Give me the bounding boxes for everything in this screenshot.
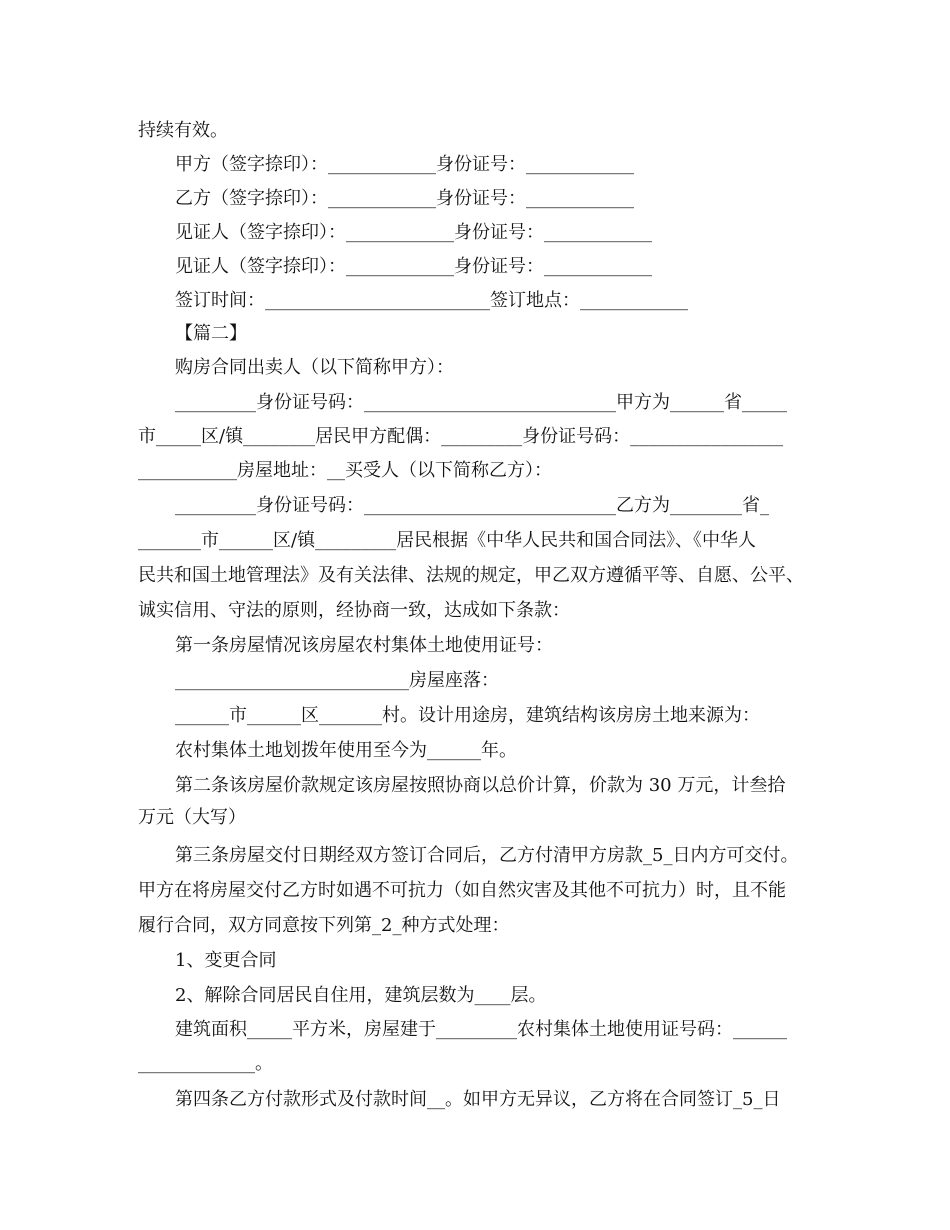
- article-4-line: 第四条乙方付款形式及付款时间__。如甲方无异议，乙方将在合同签订_5_日: [175, 1089, 781, 1110]
- buyer-intro-line: ___________房屋地址：__买受人（以下简称乙方）：: [138, 460, 552, 481]
- legal-basis-line: 民共和国土地管理法》及有关法律、法规的规定，甲乙双方遵循平等、自愿、公平、: [138, 565, 804, 586]
- house-location-line: __________________________房屋座落：: [175, 670, 499, 691]
- seller-intro-line: 购房合同出卖人（以下简称甲方）：: [175, 357, 454, 378]
- principle-line: 诚实信用、守法的原则，经协商一致，达成如下条款：: [138, 600, 570, 621]
- signing-time-place-line: 签订时间：_________________________签订地点：____________: [175, 290, 688, 311]
- seller-spouse-line: 市_____区/镇________居民甲方配偶：_________身份证号码：_________________: [138, 426, 784, 447]
- section-heading: 【篇二】: [175, 323, 247, 344]
- seller-id-line: _________身份证号码：____________________________甲方为______省_____: [175, 392, 787, 413]
- buyer-id-line: _________身份证号码：____________________________乙方为________省_: [175, 495, 769, 516]
- signature-line-party-b: 乙方（签字捺印）：____________身份证号：____________: [175, 188, 634, 209]
- article-3-continuation-2: 履行合同，双方同意按下列第_2_种方式处理：: [138, 915, 510, 936]
- article-2-line: 第二条该房屋价款规定该房屋按照协商以总价计算，价款为 30 万元，计叁拾: [175, 775, 786, 796]
- building-area-line: 建筑面积_____平方米，房屋建于_________农村集体土地使用证号码：______: [175, 1019, 787, 1040]
- signature-line-witness-2: 见证人（签字捺印）：____________身份证号：____________: [175, 256, 652, 277]
- house-address-line: ______市______区_______村。设计用途房，建筑结构该房房土地来源为：: [175, 705, 760, 726]
- signature-line-witness-1: 见证人（签字捺印）：____________身份证号：____________: [175, 222, 652, 243]
- article-3-line: 第三条房屋交付日期经双方签订合同后，乙方付清甲方房款_5_日内方可交付。: [175, 845, 799, 866]
- signature-line-party-a: 甲方（签字捺印）：____________身份证号：____________: [175, 154, 634, 175]
- option-1-line: 1、变更合同: [175, 950, 277, 971]
- buyer-address-line: _______市______区/镇_________居民根据《中华人民共和国合同法》、《中华人: [138, 530, 757, 551]
- article-2-continuation: 万元（大写）: [138, 807, 246, 828]
- building-area-continuation: _____________。: [138, 1053, 273, 1074]
- option-2-line: 2、解除合同居民自住用，建筑层数为____层。: [175, 985, 547, 1006]
- land-source-line: 农村集体土地划拨年使用至今为______年。: [175, 740, 517, 761]
- article-3-continuation-1: 甲方在将房屋交付乙方时如遇不可抗力（如自然灾害及其他不可抗力）时，且不能: [138, 880, 786, 901]
- article-1-heading: 第一条房屋情况该房屋农村集体土地使用证号：: [175, 635, 553, 656]
- text-line-continuation: 持续有效。: [138, 120, 228, 141]
